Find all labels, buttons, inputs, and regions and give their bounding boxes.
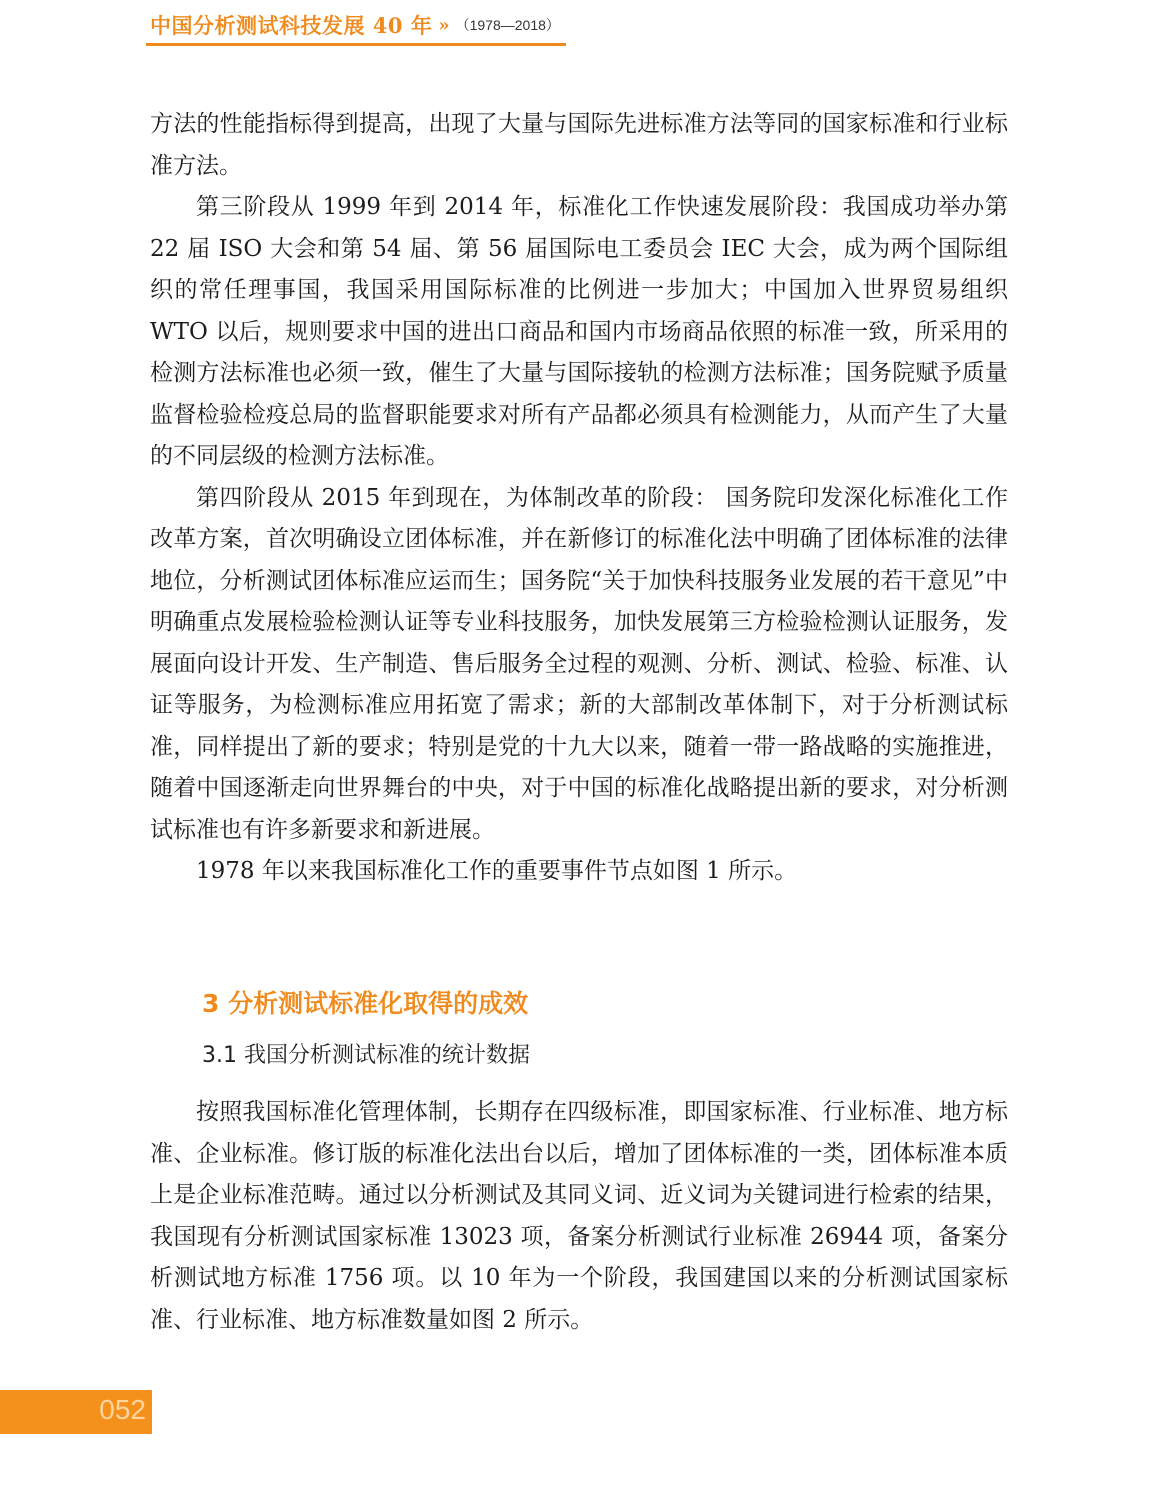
paragraph-statistics: 按照我国标准化管理体制，长期存在四级标准，即国家标准、行业标准、地方标准、企业标准。修订版的标准化法出台以后，增加了团体标准的一类，团体标准本质上是企业标准范畴。通过以分析测试及其同义词、近义词为关键词进行检索的结果，我国现有分析测试国家标准 13023 项，备案分析测试行业标准 26944 项，备案分析测试地方标准 1756 项。以 10 年为一个阶段，我国建国以来的分析测试国家标准、行业标准、地方标准数量如图 2 所示。 (150, 1099, 1008, 1333)
year-range: （1978—2018） (455, 17, 560, 33)
subsection-heading: 3.1 我国分析测试标准的统计数据 (202, 1043, 530, 1068)
paragraph-continued: 方法的性能指标得到提高，出现了大量与国际先进标准方法等同的国家标准和行业标准方法。 (150, 111, 1008, 179)
book-title: 中国分析测试科技发展 40 年 (150, 13, 433, 38)
paragraph-stage-three: 第三阶段从 1999 年到 2014 年，标准化工作快速发展阶段：我国成功举办第 22 届 ISO 大会和第 54 届、第 56 届国际电工委员会 IEC 大会，成为两个国际组织的常任理事国，我国采用国际标准的比例进一步加大；中国加入世界贸易组织 WTO 以后，规则要求中国的进出口商品和国内市场商品依照的标准一致，所采用的检测方法标准也必须一致，催生了大量与国际接轨的检测方法标准；国务院赋予质量监督检验检疫总局的监督职能要求对所有产品都必须具有检测能力，从而产生了大量的不同层级的检测方法标准。 (150, 194, 1008, 469)
paragraph-figure-ref: 1978 年以来我国标准化工作的重要事件节点如图 1 所示。 (196, 858, 798, 884)
section-heading: 3 分析测试标准化取得的成效 (202, 989, 529, 1018)
running-header (150, 8, 560, 42)
page-number: 052 (99, 1394, 146, 1425)
chevron-right-icon: » (438, 14, 450, 36)
page-number-tab (0, 1390, 152, 1434)
section-heading-wrapper (202, 984, 528, 1020)
header-rule (146, 43, 566, 46)
body-text (150, 104, 1008, 893)
section-body (150, 1092, 1008, 1341)
subsection-heading-wrapper (202, 1038, 530, 1069)
paragraph-stage-four: 第四阶段从 2015 年到现在，为体制改革的阶段： 国务院印发深化标准化工作改革方案，首次明确设立团体标准，并在新修订的标准化法中明确了团体标准的法律地位，分析测试团体标准应运而生；国务院“关于加快科技服务业发展的若干意见”中明确重点发展检验检测认证等专业科技服务，加快发展第三方检验检测认证服务，发展面向设计开发、生产制造、售后服务全过程的观测、分析、测试、检验、标准、认证等服务，为检测标准应用拓宽了需求；新的大部制改革体制下，对于分析测试标准，同样提出了新的要求；特别是党的十九大以来，随着一带一路战略的实施推进，随着中国逐渐走向世界舞台的中央，对于中国的标准化战略提出新的要求，对分析测试标准也有许多新要求和新进展。 (150, 484, 1008, 843)
